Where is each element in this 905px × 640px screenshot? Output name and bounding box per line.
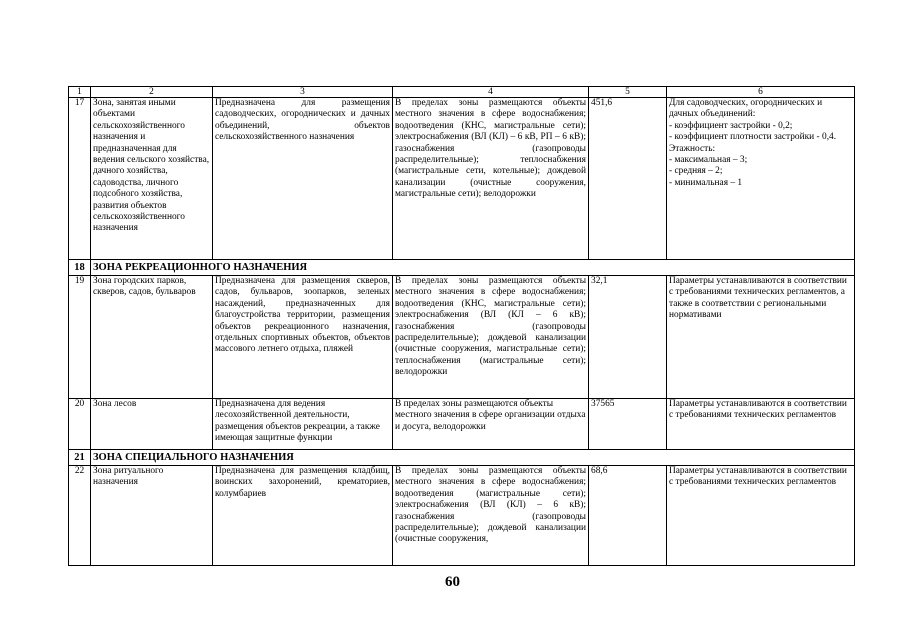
zone-purpose-cell: Предназначена для размещения скверов, садов, бульваров, зоопарков, зеленых насаждений, предназначенных для благоустройства территории, размещения объектов рекреационного назначения, отдельных спортивных объектов, объектов массового летнего отдыха, пляжей [213, 276, 393, 399]
zone-name-cell: Зона лесов [91, 399, 213, 450]
row-number: 20 [69, 399, 91, 450]
zone-params-cell [667, 466, 855, 566]
row-number: 17 [69, 98, 91, 260]
row-number: 18 [69, 260, 91, 276]
zone-params-cell [667, 399, 855, 450]
zone-purpose-cell: Предназначена для ведения лесохозяйственной деятельности, размещения объектов рекреации, а также имеющая защитные функции [213, 399, 393, 450]
column-number: 2 [91, 87, 213, 98]
zone-purpose-cell: Предназначена для размещения садоводческих, огороднических и дачных объединений, объектов сельскохозяйственного назначения [213, 98, 393, 260]
section-title: ЗОНА РЕКРЕАЦИОННОГО НАЗНАЧЕНИЯ [91, 260, 855, 276]
param-line: Параметры устанавливаются в соответствии с требованиями технических регламентов, а также в соответствии с региональными нормативами [669, 276, 847, 321]
row-number: 19 [69, 276, 91, 399]
table-row [69, 98, 855, 260]
param-line: - средняя – 2; [669, 166, 723, 177]
zone-name-cell: Зона, занятая иными объектами сельскохозяйственного назначения и предназначенная для ведения сельского хозяйства, дачного хозяйства, садоводства, личного подсобного хозяйства, развития объектов сельскохозяйственного назначения [91, 98, 213, 260]
zone-params-cell [667, 98, 855, 260]
zone-name-cell: Зона ритуального назначения [91, 466, 213, 566]
zone-purpose-cell: Предназначена для размещения кладбищ, воинских захоронений, крематориев, колумбариев [213, 466, 393, 566]
zone-area-cell: 451,6 [589, 98, 667, 260]
row-number: 22 [69, 466, 91, 566]
row-number: 21 [69, 450, 91, 466]
page-number: 60 [445, 574, 460, 590]
column-number: 5 [589, 87, 667, 98]
zone-name-cell: Зона городских парков, скверов, садов, бульваров [91, 276, 213, 399]
param-line: Параметры устанавливаются в соответствии с требованиями технических регламентов [669, 399, 847, 421]
column-number: 3 [213, 87, 393, 98]
zone-objects-cell: В пределах зоны размещаются объекты местного значения в сфере водоснабжения; водоотведения (КНС, магистральные сети); электроснабжения (ВЛ (КЛ) – 6 кВ, РП – 6 кВ); газоснабжения (газопроводы распределительные); теплоснабжения (магистральные сети, котельные); дождевой канализации (очистные сооружения, магистральные сети); велодорожки [393, 98, 589, 260]
section-row [69, 260, 855, 276]
zone-objects-cell: В пределах зоны размещаются объекты местного значения в сфере водоснабжения; водоотведения (магистральные сети); электроснабжения (ВЛ (КЛ) – 6 кВ); газоснабжения (газопроводы распределительные); дождевой канализации (очистные сооружения, [393, 466, 589, 566]
param-line: - коэффициент плотности застройки - 0,4. [669, 132, 837, 143]
param-line: - коэффициент застройки - 0,2; [669, 120, 793, 131]
param-line: Параметры устанавливаются в соответствии с требованиями технических регламентов [669, 466, 847, 488]
zone-area-cell: 37565 [589, 399, 667, 450]
zone-objects-cell: В пределах зоны размещаются объекты местного значения в сфере организации отдыха и досуга, велодорожки [393, 399, 589, 450]
table-row [69, 276, 855, 399]
column-number: 1 [69, 87, 91, 98]
table-row [69, 399, 855, 450]
column-number: 6 [667, 87, 855, 98]
zone-params-cell [667, 276, 855, 399]
param-line: Для садоводческих, огороднических и дачных объединений: [669, 98, 823, 120]
column-number: 4 [393, 87, 589, 98]
zone-area-cell: 68,6 [589, 466, 667, 566]
table-row [69, 466, 855, 566]
land-use-zones-table [68, 86, 855, 566]
section-row [69, 450, 855, 466]
param-line: - минимальная – 1 [669, 177, 743, 188]
param-line: Этажность: [669, 143, 716, 154]
zone-objects-cell: В пределах зоны размещаются объекты местного значения в сфере водоснабжения; водоотведения (КНС, магистральные сети); электроснабжения (ВЛ (КЛ – 6 кВ); газоснабжения (газопроводы распределительные); дождевой канализации (очистные сооружения, магистральные сети); теплоснабжения (магистральные сети); велодорожки [393, 276, 589, 399]
param-line: - максимальная – 3; [669, 155, 748, 166]
section-title: ЗОНА СПЕЦИАЛЬНОГО НАЗНАЧЕНИЯ [91, 450, 855, 466]
zone-area-cell: 32,1 [589, 276, 667, 399]
column-number-row [69, 87, 855, 98]
